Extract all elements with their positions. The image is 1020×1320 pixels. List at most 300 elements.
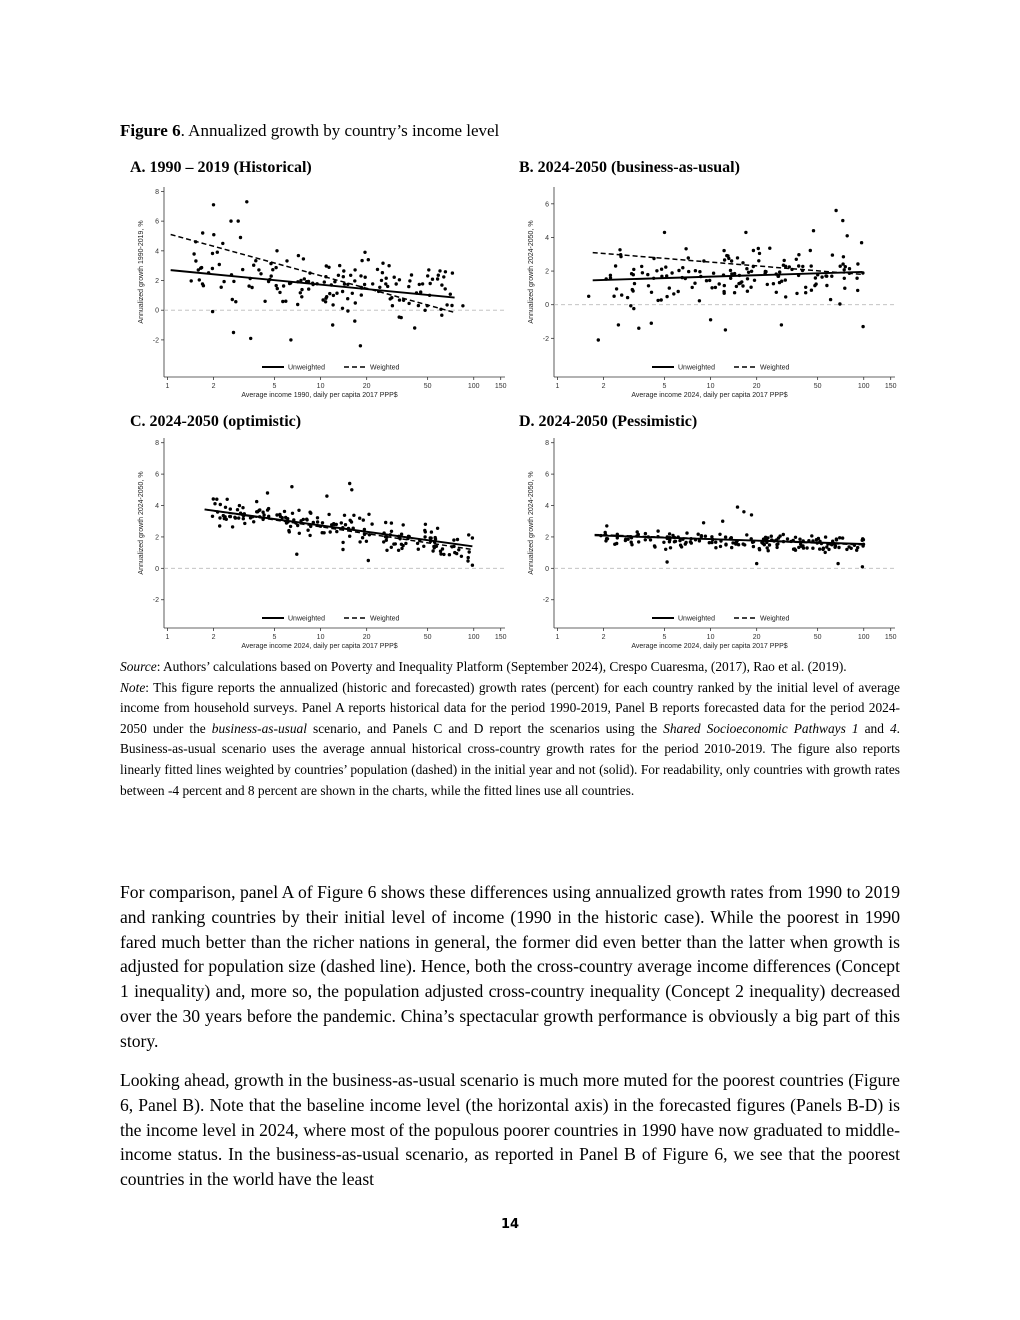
data-point <box>303 277 306 280</box>
data-point <box>778 270 781 273</box>
data-point <box>343 514 346 517</box>
data-point <box>266 491 269 494</box>
data-point <box>687 270 690 273</box>
data-point <box>620 293 623 296</box>
data-point <box>795 258 798 261</box>
data-point <box>391 304 394 307</box>
unweighted-fit-line <box>595 535 863 544</box>
data-point <box>778 534 781 537</box>
data-point <box>805 546 808 549</box>
data-point <box>811 547 814 550</box>
data-point <box>841 536 844 539</box>
data-point <box>467 556 470 559</box>
data-point <box>423 529 426 532</box>
data-point <box>361 536 364 539</box>
data-point <box>442 275 445 278</box>
note-italic-3: 4 <box>889 720 897 736</box>
data-point <box>755 562 758 565</box>
data-point <box>288 530 291 533</box>
data-point <box>337 274 340 277</box>
data-point <box>212 497 215 500</box>
data-point <box>213 502 216 505</box>
data-point <box>723 284 726 287</box>
data-point <box>665 560 668 563</box>
data-point <box>276 287 279 290</box>
x-tick-label: 5 <box>662 634 667 641</box>
y-tick-label: 6 <box>155 471 159 479</box>
data-point <box>719 545 722 548</box>
data-point <box>398 298 401 301</box>
data-point <box>274 266 277 269</box>
data-point <box>684 247 687 250</box>
y-tick-label: 6 <box>545 471 549 479</box>
data-point <box>393 276 396 279</box>
data-point <box>747 271 750 274</box>
data-point <box>380 279 383 282</box>
data-point <box>629 304 632 307</box>
note-text-3: and <box>858 720 890 736</box>
y-tick-label: 0 <box>545 565 549 573</box>
data-point <box>218 524 221 527</box>
data-point <box>255 500 258 503</box>
legend-weighted-label: Weighted <box>370 615 400 623</box>
data-point <box>308 534 311 537</box>
note-text-2: scenario, and Panels C and D report the scenarios using the <box>306 720 664 736</box>
data-point <box>797 546 800 549</box>
data-point <box>655 269 658 272</box>
data-point <box>752 249 755 252</box>
data-point <box>846 234 849 237</box>
data-point <box>742 510 745 513</box>
data-point <box>775 546 778 549</box>
panel-b-plot <box>522 183 902 405</box>
data-point <box>321 521 324 524</box>
data-point <box>291 512 294 515</box>
panel-c-title: C. 2024-2050 (optimistic) <box>130 413 302 430</box>
data-point <box>421 282 424 285</box>
note-italic-1: business-as-usual <box>211 720 307 736</box>
data-point <box>677 269 680 272</box>
data-point <box>750 513 753 516</box>
data-point <box>841 262 844 265</box>
data-point <box>697 533 700 536</box>
data-point <box>678 539 681 542</box>
data-point <box>700 534 703 537</box>
data-point <box>704 535 707 538</box>
panel-b-chart <box>522 183 902 405</box>
data-point <box>427 268 430 271</box>
data-point <box>856 546 859 549</box>
data-point <box>650 291 653 294</box>
data-point <box>341 541 344 544</box>
data-point <box>316 520 319 523</box>
data-point <box>212 203 215 206</box>
data-point <box>297 509 300 512</box>
data-point <box>328 292 331 295</box>
data-point <box>605 524 608 527</box>
data-point <box>656 299 659 302</box>
figure-note <box>120 678 900 802</box>
data-point <box>281 300 284 303</box>
data-point <box>234 516 237 519</box>
x-tick-label: 1 <box>555 634 560 641</box>
data-point <box>824 551 827 554</box>
data-point <box>439 552 442 555</box>
data-point <box>844 265 847 268</box>
data-point <box>284 300 287 303</box>
data-point <box>794 536 797 539</box>
data-point <box>632 307 635 310</box>
data-point <box>817 537 820 540</box>
data-point <box>289 338 292 341</box>
data-point <box>741 261 744 264</box>
x-tick-label: 150 <box>494 634 507 641</box>
x-tick-label: 100 <box>467 383 480 390</box>
data-point <box>753 279 756 282</box>
data-point <box>432 545 435 548</box>
data-point <box>766 546 769 549</box>
data-point <box>810 289 813 292</box>
data-point <box>281 516 284 519</box>
data-point <box>677 290 680 293</box>
data-point <box>766 283 769 286</box>
data-point <box>734 542 737 545</box>
data-point <box>404 542 407 545</box>
y-tick-label: -2 <box>152 337 159 345</box>
data-point <box>395 282 398 285</box>
data-point <box>247 284 250 287</box>
data-point <box>809 249 812 252</box>
x-tick-label: 100 <box>857 383 870 390</box>
data-point <box>850 547 853 550</box>
data-point <box>211 310 214 313</box>
data-point <box>430 530 433 533</box>
y-tick-label: 4 <box>155 248 159 256</box>
y-tick-label: 4 <box>545 234 549 242</box>
data-point <box>232 280 235 283</box>
data-point <box>451 271 454 274</box>
data-point <box>236 508 239 511</box>
figure-notes <box>120 657 900 801</box>
data-point <box>843 287 846 290</box>
data-point <box>329 530 332 533</box>
data-point <box>712 272 715 275</box>
data-point <box>305 518 308 521</box>
data-point <box>452 538 455 541</box>
data-point <box>749 286 752 289</box>
data-point <box>663 231 666 234</box>
data-point <box>231 525 234 528</box>
data-point <box>709 318 712 321</box>
data-point <box>770 535 773 538</box>
data-point <box>814 276 817 279</box>
data-point <box>842 255 845 258</box>
data-point <box>300 295 303 298</box>
data-point <box>325 264 328 267</box>
data-point <box>237 516 240 519</box>
data-point <box>730 546 733 549</box>
data-point <box>417 548 420 551</box>
data-point <box>402 523 405 526</box>
data-point <box>371 282 374 285</box>
data-point <box>400 316 403 319</box>
y-tick-label: -2 <box>152 597 159 605</box>
data-point <box>346 297 349 300</box>
data-point <box>392 542 395 545</box>
x-tick-label: 1 <box>165 634 170 641</box>
data-point <box>835 538 838 541</box>
data-point <box>350 488 353 491</box>
data-point <box>637 540 640 543</box>
data-point <box>723 258 726 261</box>
data-point <box>387 264 390 267</box>
data-point <box>836 562 839 565</box>
data-point <box>736 256 739 259</box>
data-point <box>680 545 683 548</box>
data-point <box>644 532 647 535</box>
data-point <box>671 534 674 537</box>
data-point <box>729 269 732 272</box>
data-point <box>631 288 634 291</box>
data-point <box>308 511 311 514</box>
data-point <box>335 530 338 533</box>
data-point <box>649 538 652 541</box>
data-point <box>468 550 471 553</box>
data-point <box>843 277 846 280</box>
data-point <box>660 268 663 271</box>
data-point <box>335 292 338 295</box>
data-point <box>410 273 413 276</box>
data-point <box>471 536 474 539</box>
data-point <box>381 262 384 265</box>
legend-weighted-label: Weighted <box>760 615 790 623</box>
data-point <box>855 277 858 280</box>
x-tick-label: 100 <box>857 634 870 641</box>
y-tick-label: 0 <box>155 565 159 573</box>
data-point <box>259 272 262 275</box>
data-point <box>368 533 371 536</box>
data-point <box>342 275 345 278</box>
data-point <box>307 287 310 290</box>
data-point <box>725 254 728 257</box>
data-point <box>342 269 345 272</box>
data-point <box>250 286 253 289</box>
data-point <box>714 546 717 549</box>
data-point <box>297 254 300 257</box>
legend <box>262 616 400 623</box>
data-point <box>646 273 649 276</box>
x-axis-label: Average income 1990, daily per capita 2017 PPP$ <box>241 392 398 399</box>
panel-c-plot <box>132 434 512 656</box>
data-point <box>861 565 864 568</box>
data-point <box>444 287 447 290</box>
data-point <box>763 543 766 546</box>
x-tick-label: 20 <box>752 634 761 641</box>
data-point <box>390 296 393 299</box>
data-point <box>358 517 361 520</box>
y-axis-label: Annualized growth 2024-2050, % <box>528 220 535 324</box>
data-point <box>306 529 309 532</box>
data-point <box>257 268 260 271</box>
data-point <box>245 200 248 203</box>
data-point <box>644 538 647 541</box>
data-point <box>238 504 241 507</box>
data-point <box>768 247 771 250</box>
data-point <box>812 229 815 232</box>
legend-weighted-label: Weighted <box>760 364 790 372</box>
data-point <box>324 300 327 303</box>
data-point <box>672 292 675 295</box>
data-point <box>298 532 301 535</box>
data-point <box>457 548 460 551</box>
data-point <box>198 278 201 281</box>
data-point <box>218 263 221 266</box>
data-point <box>299 279 302 282</box>
data-point <box>710 535 713 538</box>
data-point <box>724 535 727 538</box>
data-point <box>614 264 617 267</box>
data-point <box>423 309 426 312</box>
figure-title <box>120 121 499 141</box>
data-point <box>632 268 635 271</box>
legend <box>652 365 790 372</box>
y-tick-label: 2 <box>545 268 549 276</box>
data-point <box>698 299 701 302</box>
data-point <box>681 266 684 269</box>
data-point <box>219 503 222 506</box>
data-point <box>689 540 692 543</box>
data-point <box>685 531 688 534</box>
data-point <box>626 296 629 299</box>
paragraph-2-text: Looking ahead, growth in the business-as-usual scenario is much more muted for the poorest countries (Figure 6, Panel B). Note that the baseline income level (the horizontal axis) in the forecasted figures (Panels B-D) is the income level in 2024, where most of the populous poorer countries in 1990 have now graduated to middle-income status. In the business-as-usual scenario, as reported in Panel B of Figure 6, we see that the poorest countries in the world have the least <box>120 1070 900 1190</box>
data-point <box>360 293 363 296</box>
y-tick-label: 2 <box>155 534 159 542</box>
data-point <box>801 265 804 268</box>
data-point <box>710 286 713 289</box>
note-text-4: . Business-as-usual scenario uses the average annual historical cross-country growth rates for the period 2010-2019. The figure also reports linearly fitted lines weighted by countries’ population (dashed) in the initial year and not (solid). For readability, only countries with growth rates between -4 percent and 8 percent are shown in the charts, while the fitted lines use all countries. <box>120 720 901 798</box>
data-point <box>718 282 721 285</box>
data-point <box>466 559 469 562</box>
data-point <box>668 532 671 535</box>
data-point <box>358 540 361 543</box>
data-point <box>359 274 362 277</box>
y-tick-label: 6 <box>545 201 549 209</box>
data-point <box>194 259 197 262</box>
data-point <box>321 531 324 534</box>
data-point <box>282 284 285 287</box>
data-point <box>632 273 635 276</box>
data-point <box>795 292 798 295</box>
data-point <box>641 271 644 274</box>
data-point <box>341 548 344 551</box>
data-point <box>300 288 303 291</box>
data-point <box>757 247 760 250</box>
data-point <box>862 538 865 541</box>
data-point <box>845 548 848 551</box>
legend-weighted-label: Weighted <box>370 364 400 372</box>
data-point <box>431 278 434 281</box>
data-point <box>398 278 401 281</box>
data-point <box>257 509 260 512</box>
y-tick-label: -2 <box>542 335 549 343</box>
legend <box>652 616 790 623</box>
legend-unweighted-label: Unweighted <box>678 364 715 372</box>
data-point <box>724 328 727 331</box>
y-tick-label: 4 <box>545 503 549 511</box>
data-point <box>810 534 813 537</box>
data-point <box>780 323 783 326</box>
data-point <box>839 265 842 268</box>
data-point <box>232 331 235 334</box>
data-point <box>630 543 633 546</box>
panel-a-plot <box>132 183 512 405</box>
data-point <box>723 292 726 295</box>
x-axis-label: Average income 2024, daily per capita 2017 PPP$ <box>241 643 398 650</box>
x-tick-label: 10 <box>316 634 325 641</box>
data-point <box>201 231 204 234</box>
data-point <box>252 264 255 267</box>
data-point <box>821 548 824 551</box>
data-point <box>364 276 367 279</box>
data-point <box>698 270 701 273</box>
data-point <box>664 548 667 551</box>
data-point <box>827 548 830 551</box>
data-point <box>640 265 643 268</box>
data-point <box>413 326 416 329</box>
data-point <box>353 279 356 282</box>
data-point <box>597 338 600 341</box>
data-point <box>252 520 255 523</box>
data-point <box>687 256 690 259</box>
data-point <box>436 527 439 530</box>
panel-c-chart <box>132 434 512 656</box>
data-point <box>242 517 245 520</box>
data-point <box>838 302 841 305</box>
x-tick-label: 20 <box>362 634 371 641</box>
data-point <box>647 284 650 287</box>
note-italic-2: Shared Socioeconomic Pathways 1 <box>663 720 859 736</box>
data-point <box>445 303 448 306</box>
data-point <box>656 529 659 532</box>
data-point <box>829 298 832 301</box>
data-point <box>604 531 607 534</box>
x-tick-label: 50 <box>423 383 432 390</box>
data-point <box>353 319 356 322</box>
panel-d-chart <box>522 434 902 656</box>
data-point <box>691 286 694 289</box>
data-point <box>804 291 807 294</box>
data-point <box>284 516 287 519</box>
data-point <box>316 516 319 519</box>
data-point <box>385 549 388 552</box>
data-point <box>241 268 244 271</box>
data-point <box>718 533 721 536</box>
data-point <box>772 282 775 285</box>
data-point <box>384 282 387 285</box>
data-point <box>367 559 370 562</box>
data-point <box>764 536 767 539</box>
data-point <box>254 259 257 262</box>
data-point <box>234 300 237 303</box>
data-point <box>363 283 366 286</box>
data-point <box>861 325 864 328</box>
legend-unweighted-label: Unweighted <box>678 615 715 623</box>
x-tick-label: 2 <box>211 634 216 641</box>
data-point <box>708 279 711 282</box>
data-point <box>241 506 244 509</box>
panel-b-title: B. 2024-2050 (business-as-usual) <box>519 159 740 176</box>
data-point <box>212 233 215 236</box>
